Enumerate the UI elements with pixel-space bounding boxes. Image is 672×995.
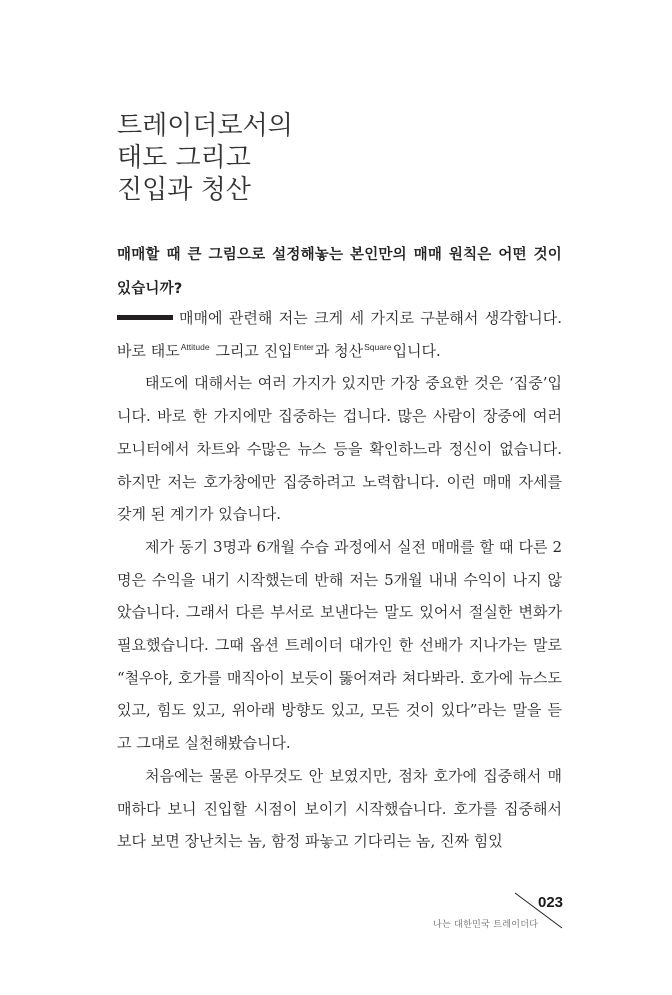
chapter-title xyxy=(117,110,293,206)
answer-paragraph-1 xyxy=(117,302,562,367)
answer-dash-marker xyxy=(117,315,173,320)
answer-paragraph-3: 제가 동기 3명과 6개월 수습 과정에서 실전 매매를 할 때 다른 2명은 수익을 내기 시작했는데 반해 저는 5개월 내내 수익이 나지 않았습니다. 그래서 다른 부서로 보낸다는 말도 있어서 절실한 변화가 필요했습니다. 그때 옵션 트레이더 대가인 한 선배가 지나가는 말로 “철우야, 호가를 매직아이 보듯이 뚫어져라 쳐다봐라. 호가에 뉴스도 있고, 힘도 있고, 위아래 방향도 있고, 모든 것이 있다”라는 말을 듣고 그대로 실천해봤습니다. xyxy=(117,537,562,753)
sup-attitude: Attitude xyxy=(180,341,210,352)
chapter-title-line-1: 트레이더로서의 xyxy=(117,111,293,141)
page-footer xyxy=(400,890,570,940)
interview-question: 매매할 때 큰 그림으로 설정해놓는 본인만의 매매 원칙은 어떤 것이 있습니까? xyxy=(117,247,562,297)
page-number: 023 xyxy=(538,894,564,911)
p1-text-4: 입니다. xyxy=(392,341,441,360)
p1-text-1: 매매에 관련해 저는 크게 세 가지로 구분해서 생각합니다. 바로 태도 xyxy=(117,309,562,360)
p1-text-3: 과 청산 xyxy=(314,341,364,360)
answer-paragraph-2: 태도에 대해서는 여러 가지가 있지만 가장 중요한 것은 ‘집중’입니다. 바로 한 가지에만 집중하는 겁니다. 많은 사람이 장중에 여러 모니터에서 차트와 수많은 뉴스 등을 확인하느라 정신이 없습니다. 하지만 저는 호가창에만 집중하려고 노력합니다. 이런 매매 자세를 갖게 된 계기가 있습니다. xyxy=(117,374,562,524)
answer-paragraph-4: 처음에는 물론 아무것도 안 보였지만, 점차 호가에 집중해서 매매하다 보니 진입할 시점이 보이기 시작했습니다. 호가를 집중해서 보다 보면 장난치는 놈, 함정 파놓고 기다리는 놈, 진짜 힘있 xyxy=(117,766,562,851)
sup-enter: Enter xyxy=(293,341,314,352)
p1-text-2: 그리고 진입 xyxy=(210,341,293,360)
chapter-title-line-3: 진입과 청산 xyxy=(117,175,251,205)
running-footer-book-title: 나는 대한민국 트레이더다 xyxy=(433,920,539,930)
sup-square: Square xyxy=(364,341,392,352)
answer-body xyxy=(117,302,562,858)
chapter-title-line-2: 태도 그리고 xyxy=(117,143,251,173)
